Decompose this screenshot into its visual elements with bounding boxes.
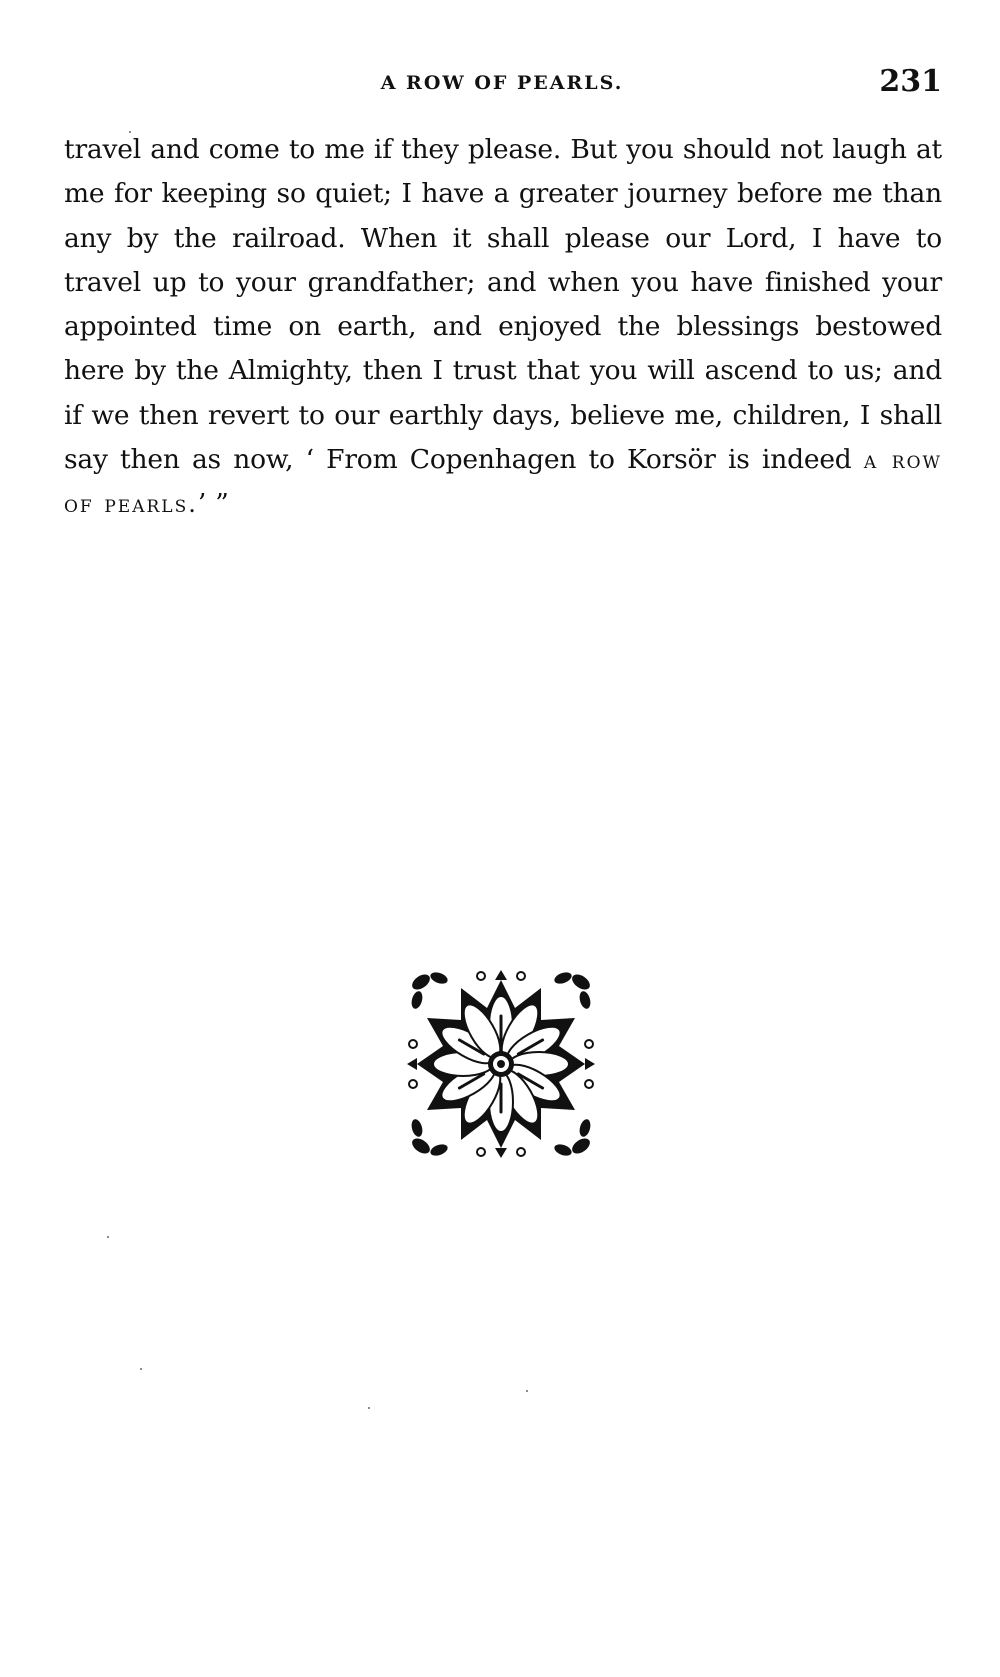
paragraph-text: travel and come to me if they please. But you should not laugh at me for keeping so quiet; I have a greater journey before me than any by the railroad. When it shall please our Lord, I have to travel up to your grandfather; and when you have finished your appointed time on earth, and enjoyed the blessings bestowed here by the Almighty, then I trust that you will ascend to us; and if we then revert to our earthly days, believe me, children, I shall say then as now, ‘ From Copenhagen to Korsör is indeed: [64, 134, 942, 476]
running-head: [62, 58, 942, 108]
small-caps-phrase: a row of pearls.: [64, 446, 942, 519]
paragraph: [64, 128, 942, 527]
print-speck: [140, 1368, 142, 1370]
print-speck: [129, 131, 131, 133]
page-number: 231: [879, 64, 942, 99]
running-title: A ROW OF PEARLS.: [380, 72, 624, 94]
print-speck: [107, 1236, 109, 1238]
closing-quotes: ’ ”: [197, 488, 229, 520]
body-text: [64, 128, 942, 527]
floral-tailpiece-icon: [405, 968, 597, 1160]
print-speck: [526, 1390, 528, 1392]
print-speck: [368, 1407, 370, 1409]
